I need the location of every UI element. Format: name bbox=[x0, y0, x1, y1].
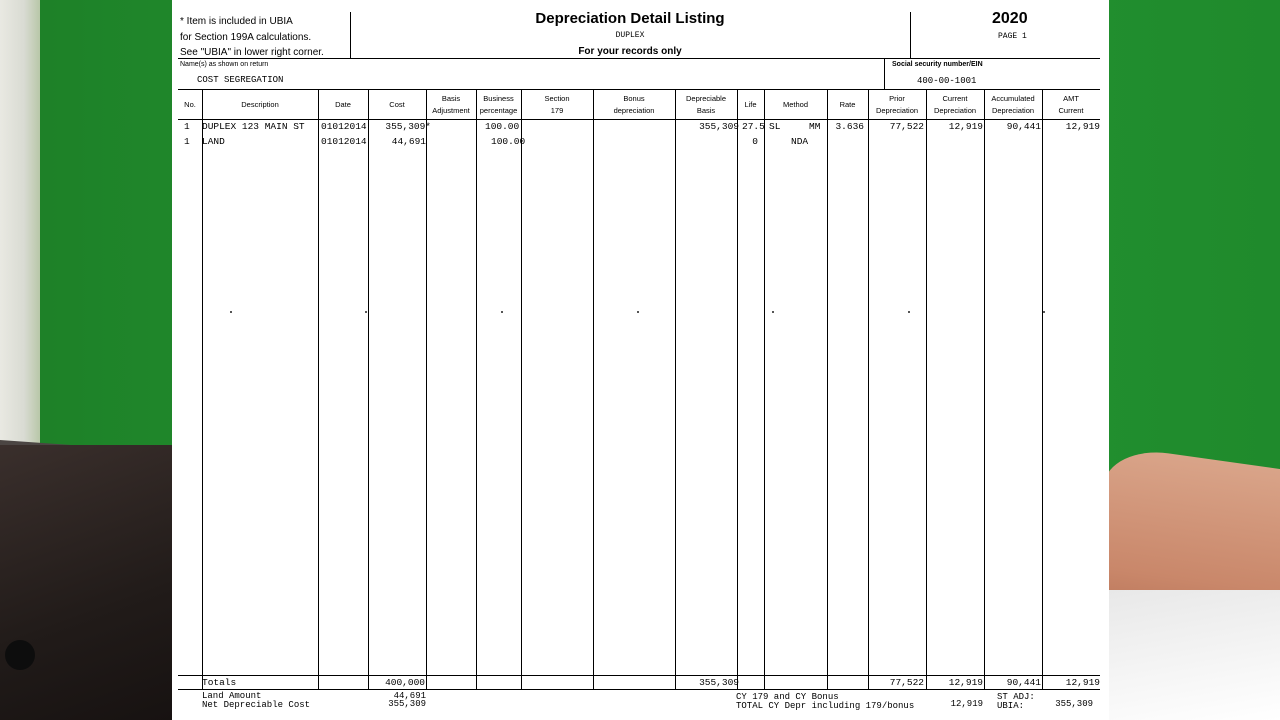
name-label: Name(s) as shown on return bbox=[180, 61, 269, 68]
column-header-text: percentage bbox=[479, 106, 518, 115]
land-amount-value: 44,691 bbox=[393, 691, 426, 701]
column-header-depr_basis bbox=[675, 93, 737, 117]
net-depreciable-cost-value: 355,309 bbox=[388, 699, 426, 709]
depreciation-rate: 3.636 bbox=[835, 121, 864, 132]
column-header-text: Life bbox=[744, 100, 757, 109]
column-header-text: Rate bbox=[839, 100, 856, 109]
convention-code: MM bbox=[809, 121, 821, 132]
total-depreciable-basis: 355,309 bbox=[699, 677, 739, 688]
column-header-text: Basis bbox=[441, 94, 461, 103]
ubia-label: UBIA: bbox=[997, 701, 1025, 711]
column-header-accum bbox=[984, 93, 1042, 117]
laptop bbox=[0, 445, 172, 720]
depreciation-report bbox=[172, 0, 1109, 720]
column-divider bbox=[426, 89, 427, 689]
amt-current: 12,919 bbox=[1065, 121, 1100, 132]
column-header-text: Current bbox=[1058, 106, 1084, 115]
cost-value: 355,309* bbox=[385, 121, 431, 132]
column-header-description bbox=[202, 99, 318, 111]
row-number: 1 bbox=[184, 121, 190, 132]
column-header-text: Bonus bbox=[623, 94, 645, 103]
column-header-basis_adj bbox=[426, 93, 476, 117]
column-divider bbox=[827, 89, 828, 689]
column-divider bbox=[868, 89, 869, 689]
column-header-text: Prior bbox=[889, 94, 905, 103]
column-header-text: Depreciation bbox=[933, 106, 977, 115]
cy-179-bonus-label: CY 179 and CY Bonus bbox=[736, 692, 839, 702]
column-header-text: Depreciation bbox=[991, 106, 1035, 115]
column-header-business_pct bbox=[476, 93, 521, 117]
ubia-note-line: for Section 199A calculations. bbox=[180, 31, 312, 43]
column-header-amt bbox=[1042, 93, 1100, 117]
column-header-text: 179 bbox=[550, 106, 564, 115]
taxpayer-name: COST SEGREGATION bbox=[197, 75, 284, 85]
page-number: PAGE 1 bbox=[998, 32, 1027, 41]
column-header-text: Depreciable bbox=[685, 94, 727, 103]
column-header-text: Business bbox=[483, 94, 514, 103]
ssn-value: 400-00-1001 bbox=[917, 76, 977, 86]
ssn-label: Social security number/EIN bbox=[892, 61, 983, 68]
cost-value: 44,691 bbox=[391, 136, 426, 147]
column-header-section179 bbox=[521, 93, 593, 117]
column-header-no bbox=[178, 99, 202, 111]
desk-right bbox=[1109, 590, 1280, 720]
total-current-depreciation: 12,919 bbox=[948, 677, 983, 688]
column-divider bbox=[1042, 89, 1043, 689]
life-years: 27.5 bbox=[742, 121, 765, 132]
column-header-current bbox=[926, 93, 984, 117]
accumulated-depreciation: 90,441 bbox=[1006, 121, 1041, 132]
column-header-text: Date bbox=[335, 100, 351, 109]
st-adj-label: ST ADJ: bbox=[997, 692, 1035, 702]
business-percentage: 100.00 bbox=[485, 121, 520, 132]
net-depreciable-cost-label: Net Depreciable Cost bbox=[202, 700, 311, 710]
tax-year: 2020 bbox=[992, 10, 1028, 27]
column-header-prior bbox=[868, 93, 926, 117]
column-header-cost bbox=[368, 99, 426, 111]
column-divider bbox=[202, 89, 203, 689]
cable bbox=[5, 640, 35, 670]
column-header-life bbox=[737, 99, 764, 111]
convention-code: NDA bbox=[791, 136, 809, 147]
ubia-note-line: See "UBIA" in lower right corner. bbox=[180, 47, 324, 58]
column-header-text: Cost bbox=[389, 100, 405, 109]
column-divider bbox=[318, 89, 319, 689]
business-percentage: 100.00 bbox=[491, 136, 526, 147]
total-cy-depr-value: 12,919 bbox=[950, 699, 983, 709]
row-number: 1 bbox=[184, 136, 190, 147]
total-prior-depreciation: 77,522 bbox=[889, 677, 924, 688]
column-divider bbox=[521, 89, 522, 689]
column-header-rate bbox=[827, 99, 868, 111]
column-header-text: Current bbox=[942, 94, 968, 103]
column-divider bbox=[764, 89, 765, 689]
depreciable-basis: 355,309 bbox=[699, 121, 739, 132]
totals-label: Totals bbox=[202, 677, 237, 688]
method-code: SL bbox=[769, 121, 781, 132]
prior-depreciation: 77,522 bbox=[889, 121, 924, 132]
asset-description: DUPLEX 123 MAIN ST bbox=[202, 121, 305, 132]
total-cost: 400,000 bbox=[385, 677, 425, 688]
column-header-text: Section bbox=[544, 94, 570, 103]
placed-in-service-date: 01012014 bbox=[321, 121, 367, 132]
asset-description: LAND bbox=[202, 136, 225, 147]
column-header-text: depreciation bbox=[613, 106, 655, 115]
column-divider bbox=[984, 89, 985, 689]
column-header-text: Method bbox=[782, 100, 809, 109]
column-header-text: AMT bbox=[1063, 94, 1079, 103]
column-header-text: Description bbox=[241, 100, 279, 109]
report-subtitle: DUPLEX bbox=[615, 31, 645, 40]
ubia-note bbox=[180, 14, 324, 61]
column-divider bbox=[675, 89, 676, 689]
placed-in-service-date: 01012014 bbox=[321, 136, 367, 147]
total-amt-current: 12,919 bbox=[1065, 677, 1100, 688]
report-title: Depreciation Detail Listing bbox=[535, 10, 725, 27]
depreciable-basis: 0 bbox=[752, 136, 758, 147]
column-header-method bbox=[764, 99, 827, 111]
column-divider bbox=[593, 89, 594, 689]
land-amount-label: Land Amount bbox=[202, 691, 262, 701]
column-header-bonus bbox=[593, 93, 675, 117]
records-note: For your records only bbox=[578, 46, 682, 57]
column-header-text: Accumulated bbox=[991, 94, 1035, 103]
current-depreciation: 12,919 bbox=[948, 121, 983, 132]
column-header-text: Adjustment bbox=[432, 106, 470, 115]
ubia-note-line: * Item is included in UBIA bbox=[180, 16, 293, 27]
column-header-date bbox=[318, 99, 368, 111]
column-header-text: Basis bbox=[696, 106, 716, 115]
total-accumulated-depreciation: 90,441 bbox=[1006, 677, 1041, 688]
column-divider bbox=[926, 89, 927, 689]
ubia-value: 355,309 bbox=[1055, 699, 1093, 709]
column-header-text: Depreciation bbox=[875, 106, 919, 115]
column-divider bbox=[476, 89, 477, 689]
column-divider bbox=[368, 89, 369, 689]
total-cy-depr-label: TOTAL CY Depr including 179/bonus bbox=[736, 701, 915, 711]
column-divider bbox=[737, 89, 738, 689]
column-header-text: No. bbox=[184, 100, 196, 109]
